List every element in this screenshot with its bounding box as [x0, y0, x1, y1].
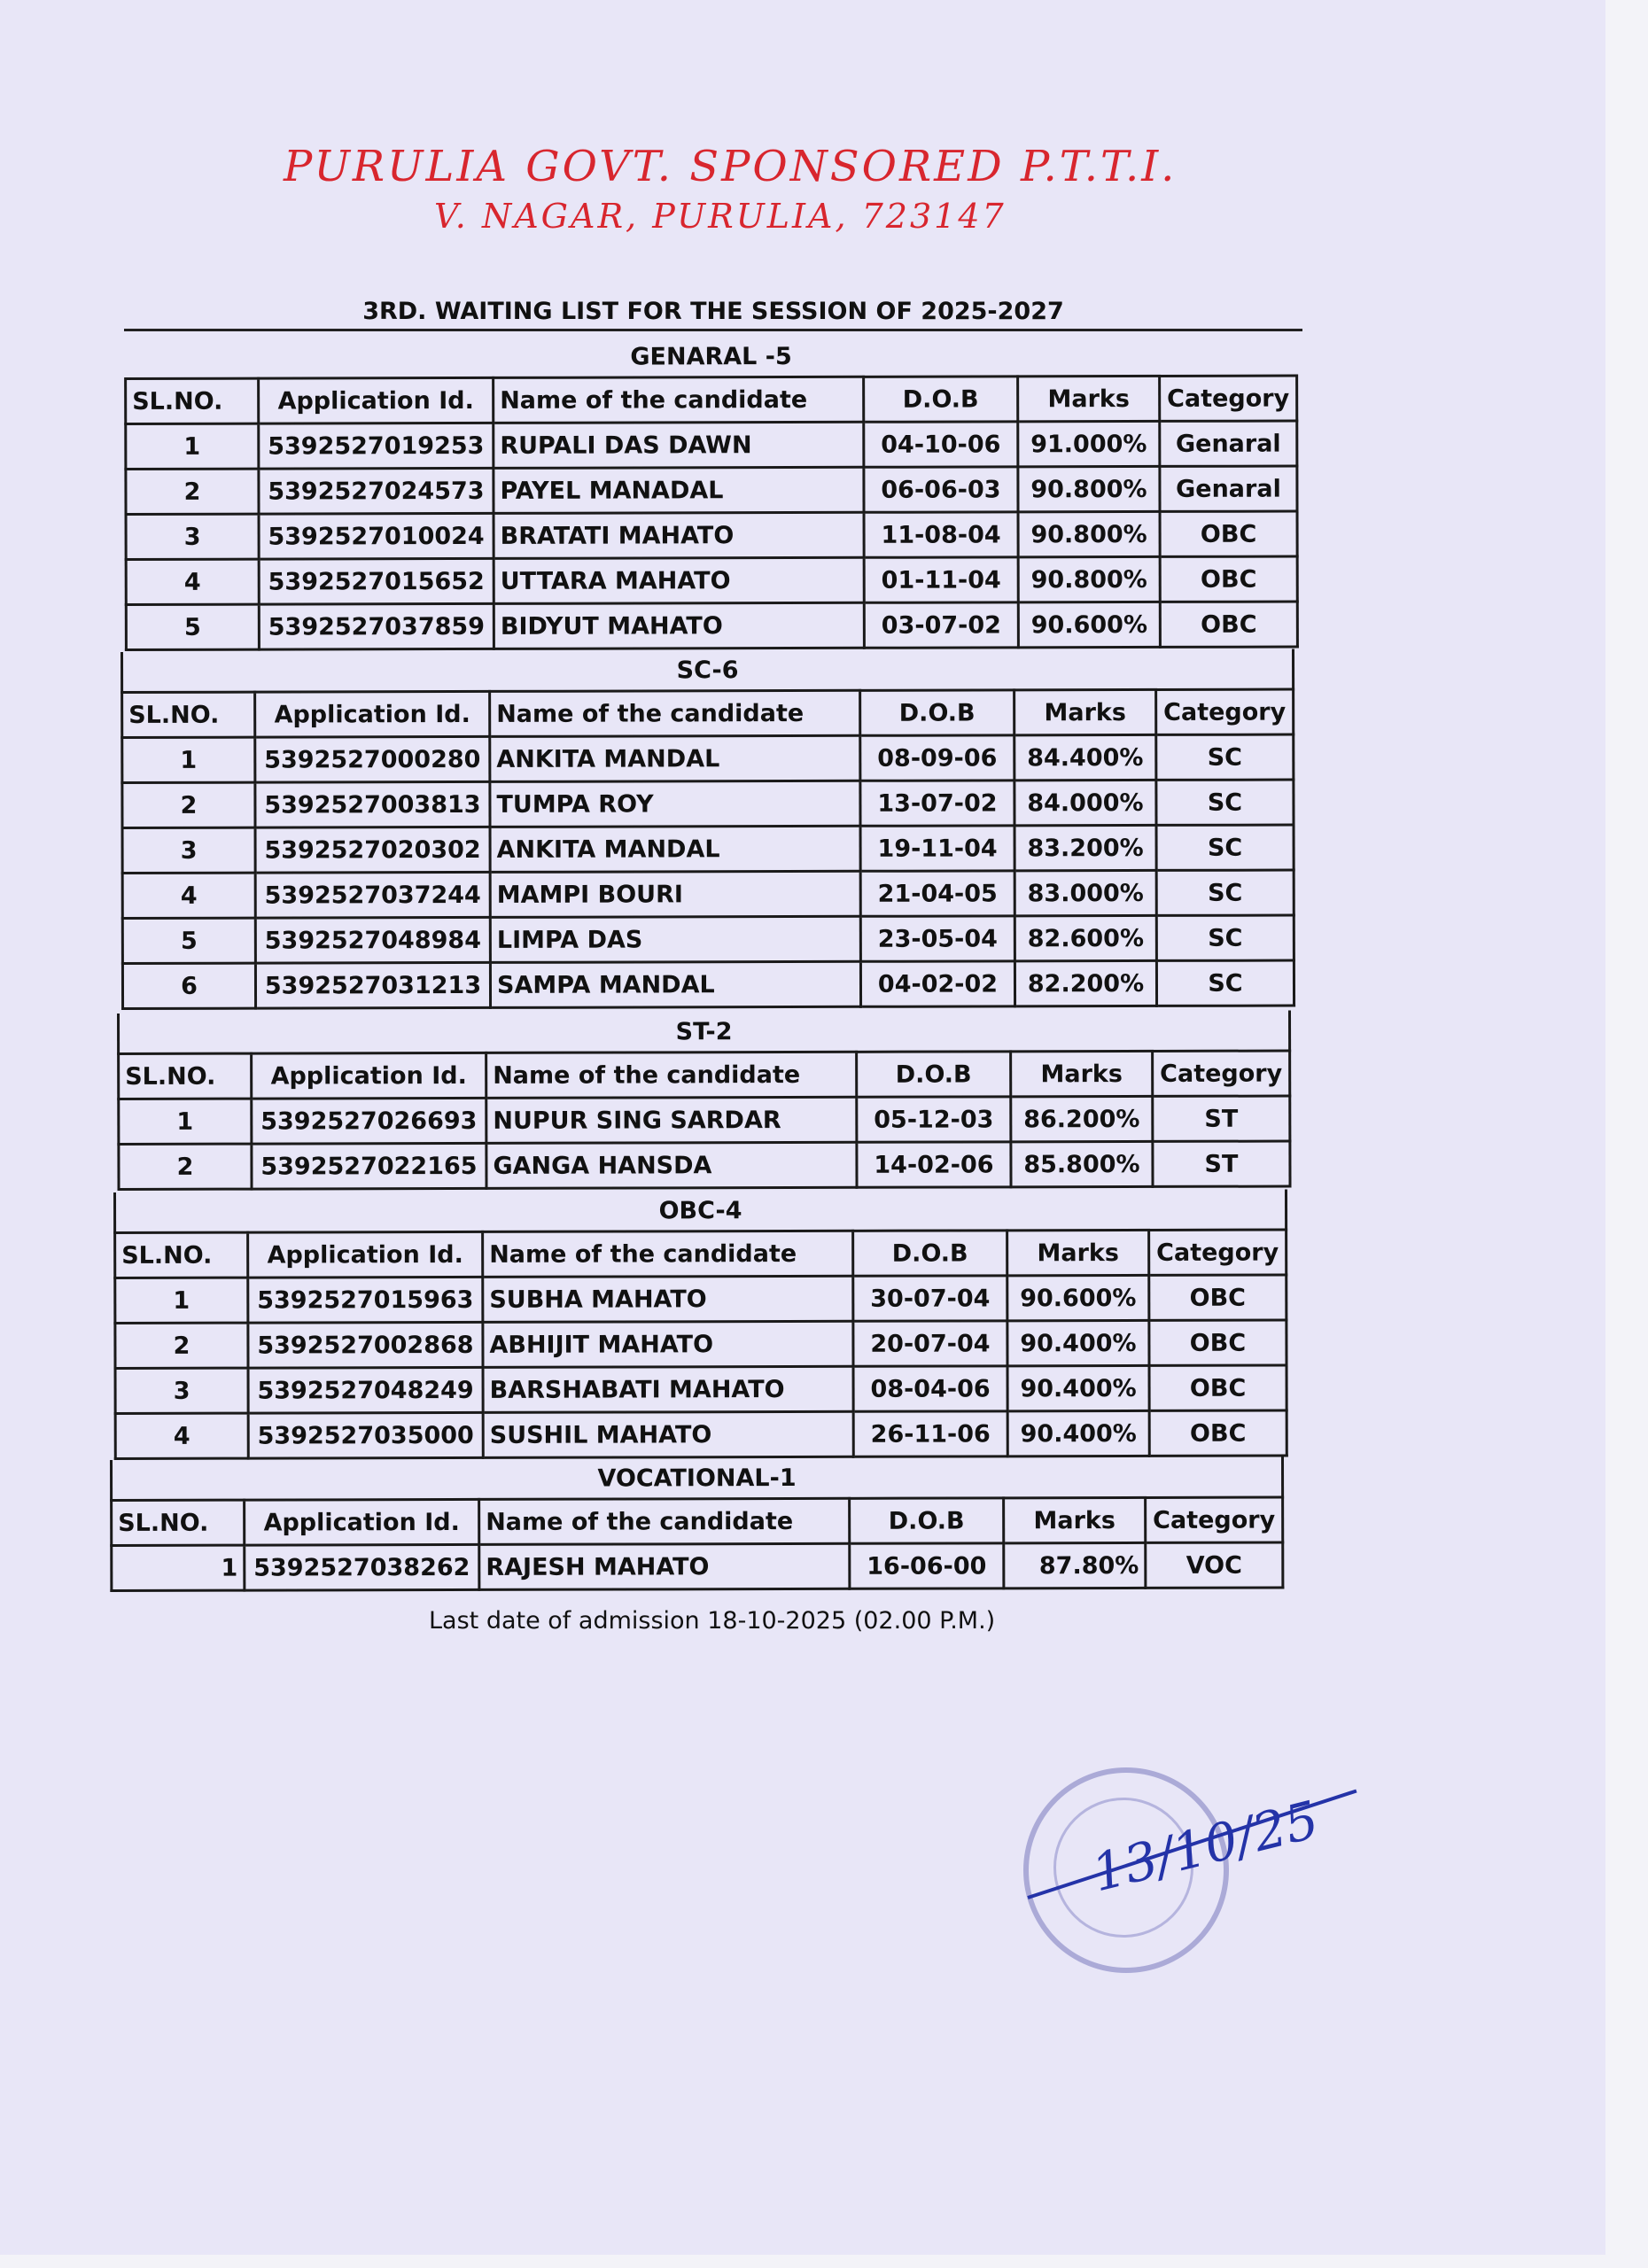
cell-sl-no: 2	[122, 782, 255, 827]
cell-application-id: 5392527015652	[259, 558, 494, 604]
cell-marks: 90.400%	[1007, 1410, 1149, 1456]
column-header-application-id: Application Id.	[245, 1499, 479, 1545]
cell-marks: 87.80%	[1004, 1542, 1146, 1588]
cell-category: OBC	[1160, 602, 1297, 647]
table-row	[122, 734, 1294, 782]
cell-marks: 90.400%	[1007, 1365, 1149, 1410]
admission-deadline-note: Last date of admission 18-10-2025 (02.00 P.M.)	[429, 1607, 996, 1635]
cell-candidate-name: BIDYUT MAHATO	[494, 602, 864, 649]
cell-sl-no: 3	[115, 1368, 248, 1413]
scan-margin	[1605, 0, 1648, 2268]
column-header-dob: D.O.B	[853, 1231, 1007, 1276]
cell-marks: 84.400%	[1014, 734, 1156, 780]
table-header-row	[126, 376, 1297, 423]
cell-category: SC	[1156, 825, 1294, 870]
column-header-marks: Marks	[1004, 1497, 1146, 1542]
cell-candidate-name: TUMPA ROY	[490, 781, 860, 827]
column-header-marks: Marks	[1011, 1051, 1153, 1096]
table-header-row	[122, 689, 1294, 737]
section-label: ST-2	[119, 1011, 1290, 1054]
cell-marks: 90.800%	[1018, 511, 1160, 556]
cell-candidate-name: BRATATI MAHATO	[494, 512, 864, 558]
scan-margin-bottom	[0, 2255, 1648, 2268]
cell-category: OBC	[1149, 1275, 1287, 1320]
cell-sl-no: 1	[119, 1099, 252, 1144]
cell-application-id: 5392527019253	[259, 423, 494, 469]
section-label: GENARAL -5	[126, 336, 1297, 379]
cell-dob: 04-10-06	[864, 422, 1018, 467]
section-label: VOCATIONAL-1	[111, 1457, 1282, 1501]
table-row	[115, 1275, 1287, 1323]
cell-candidate-name: SAMPA MANDAL	[490, 961, 860, 1007]
cell-category: ST	[1153, 1141, 1290, 1186]
cell-candidate-name: SUBHA MAHATO	[483, 1276, 853, 1322]
cell-category: ST	[1153, 1096, 1290, 1141]
cell-marks: 90.400%	[1007, 1320, 1149, 1365]
cell-application-id: 5392527015963	[248, 1277, 483, 1323]
cell-candidate-name: RAJESH MAHATO	[479, 1543, 850, 1589]
cell-application-id: 5392527002868	[248, 1322, 483, 1368]
column-header-dob: D.O.B	[860, 690, 1014, 735]
cell-sl-no: 1	[122, 737, 255, 782]
column-header-category: Category	[1153, 1051, 1290, 1096]
cell-candidate-name: ANKITA MANDAL	[490, 826, 860, 872]
table-row	[122, 915, 1294, 963]
table-row	[119, 1096, 1290, 1144]
cell-application-id: 5392527031213	[255, 962, 490, 1008]
column-header-category: Category	[1149, 1230, 1287, 1275]
cell-dob: 14-02-06	[857, 1142, 1011, 1187]
column-header-marks: Marks	[1014, 689, 1156, 734]
cell-application-id: 5392527003813	[255, 781, 490, 827]
institute-name-handwritten: PURULIA GOVT. SPONSORED P.T.T.I.	[284, 142, 1178, 191]
table-row	[126, 556, 1297, 604]
cell-application-id: 5392527026693	[252, 1098, 486, 1144]
cell-sl-no: 2	[126, 469, 259, 514]
column-header-application-id: Application Id.	[255, 691, 490, 737]
cell-sl-no: 2	[115, 1323, 248, 1368]
cell-application-id: 5392527048249	[248, 1367, 483, 1413]
cell-marks: 91.000%	[1018, 421, 1160, 466]
column-header-candidate-name: Name of the candidate	[483, 1231, 853, 1277]
cell-category: OBC	[1149, 1365, 1287, 1410]
column-header-candidate-name: Name of the candidate	[490, 690, 860, 736]
section-table-0	[124, 336, 1299, 651]
cell-marks: 86.200%	[1011, 1096, 1153, 1141]
section-table-2	[117, 1011, 1292, 1191]
cell-application-id: 5392527022165	[252, 1143, 486, 1189]
cell-application-id: 5392527020302	[255, 827, 490, 873]
column-header-application-id: Application Id.	[252, 1052, 486, 1099]
table-row	[122, 960, 1294, 1008]
column-header-dob: D.O.B	[857, 1052, 1011, 1097]
cell-marks: 83.000%	[1014, 870, 1156, 915]
column-header-sl-no: SL.NO.	[119, 1053, 252, 1099]
column-header-marks: Marks	[1007, 1230, 1149, 1275]
table-row	[126, 421, 1297, 469]
cell-sl-no: 4	[115, 1413, 248, 1458]
section-label: SC-6	[122, 649, 1294, 693]
cell-dob: 20-07-04	[853, 1321, 1007, 1366]
table-row	[112, 1542, 1283, 1590]
cell-candidate-name: SUSHIL MAHATO	[483, 1411, 853, 1457]
cell-dob: 01-11-04	[864, 557, 1018, 602]
cell-application-id: 5392527048984	[255, 917, 490, 963]
column-header-marks: Marks	[1018, 376, 1160, 421]
cell-sl-no: 5	[126, 604, 259, 649]
cell-application-id: 5392527037859	[259, 603, 494, 649]
section-table-4	[110, 1457, 1284, 1592]
table-row	[119, 1141, 1290, 1189]
cell-category: OBC	[1160, 556, 1297, 602]
section-table-3	[113, 1190, 1288, 1460]
cell-marks: 84.000%	[1014, 780, 1156, 825]
cell-sl-no: 2	[119, 1144, 252, 1189]
column-header-category: Category	[1146, 1497, 1283, 1542]
cell-marks: 82.600%	[1014, 915, 1156, 960]
cell-category: OBC	[1149, 1410, 1287, 1456]
cell-application-id: 5392527038262	[245, 1544, 479, 1590]
cell-dob: 16-06-00	[850, 1543, 1004, 1588]
table-row	[126, 511, 1297, 559]
institute-address-handwritten: V. NAGAR, PURULIA, 723147	[434, 197, 1007, 236]
cell-application-id: 5392527024573	[259, 468, 494, 514]
cell-sl-no: 3	[122, 827, 255, 873]
cell-dob: 30-07-04	[853, 1276, 1007, 1321]
table-header-row	[115, 1230, 1287, 1278]
cell-candidate-name: ANKITA MANDAL	[490, 735, 860, 781]
cell-dob: 19-11-04	[860, 826, 1014, 871]
table-row	[115, 1320, 1287, 1368]
cell-sl-no: 6	[122, 963, 255, 1008]
table-row	[126, 466, 1297, 514]
cell-application-id: 5392527000280	[255, 736, 490, 782]
cell-candidate-name: NUPUR SING SARDAR	[486, 1097, 857, 1143]
column-header-application-id: Application Id.	[259, 377, 494, 423]
cell-category: OBC	[1160, 511, 1297, 556]
column-header-sl-no: SL.NO.	[122, 692, 255, 737]
column-header-sl-no: SL.NO.	[126, 378, 259, 423]
cell-sl-no: 1	[112, 1545, 245, 1590]
table-row	[122, 870, 1294, 918]
cell-dob: 04-02-02	[860, 961, 1014, 1006]
cell-candidate-name: GANGA HANSDA	[486, 1142, 857, 1188]
cell-candidate-name: UTTARA MAHATO	[494, 557, 864, 603]
table-row	[126, 602, 1297, 649]
cell-dob: 08-09-06	[860, 735, 1014, 781]
cell-category: SC	[1156, 734, 1294, 780]
column-header-dob: D.O.B	[850, 1498, 1004, 1543]
waiting-list-title: 3RD. WAITING LIST FOR THE SESSION OF 2025-2027	[124, 298, 1302, 331]
table-row	[122, 825, 1294, 873]
cell-dob: 03-07-02	[864, 602, 1018, 648]
cell-category: OBC	[1149, 1320, 1287, 1365]
column-header-sl-no: SL.NO.	[112, 1500, 245, 1545]
cell-sl-no: 1	[126, 423, 259, 469]
cell-dob: 08-04-06	[853, 1366, 1007, 1411]
column-header-application-id: Application Id.	[248, 1231, 483, 1278]
cell-category: VOC	[1146, 1542, 1283, 1588]
cell-dob: 06-06-03	[864, 467, 1018, 512]
cell-marks: 82.200%	[1014, 960, 1156, 1006]
cell-category: SC	[1156, 870, 1294, 915]
signature-date: 13/10/25	[1085, 1789, 1325, 1904]
cell-marks: 90.800%	[1018, 466, 1160, 511]
section-label: OBC-4	[115, 1190, 1287, 1233]
cell-category: Genaral	[1160, 421, 1297, 466]
cell-category: SC	[1156, 915, 1294, 960]
column-header-category: Category	[1156, 689, 1294, 734]
cell-marks: 90.600%	[1018, 602, 1160, 647]
cell-marks: 90.800%	[1018, 556, 1160, 602]
cell-candidate-name: BARSHABATI MAHATO	[483, 1366, 853, 1412]
cell-dob: 13-07-02	[860, 781, 1014, 826]
table-row	[122, 780, 1294, 827]
cell-sl-no: 5	[122, 918, 255, 963]
cell-dob: 21-04-05	[860, 871, 1014, 916]
cell-marks: 83.200%	[1014, 825, 1156, 870]
cell-application-id: 5392527010024	[259, 513, 494, 559]
column-header-candidate-name: Name of the candidate	[479, 1498, 850, 1544]
cell-category: SC	[1156, 780, 1294, 825]
section-table-1	[120, 649, 1295, 1010]
cell-marks: 90.600%	[1007, 1275, 1149, 1320]
table-header-row	[112, 1497, 1283, 1545]
cell-dob: 26-11-06	[853, 1411, 1007, 1456]
table-row	[115, 1410, 1287, 1458]
cell-sl-no: 3	[126, 514, 259, 559]
cell-application-id: 5392527035000	[248, 1412, 483, 1458]
cell-candidate-name: PAYEL MANADAL	[494, 467, 864, 513]
cell-dob: 11-08-04	[864, 512, 1018, 557]
cell-category: Genaral	[1160, 466, 1297, 511]
cell-dob: 23-05-04	[860, 916, 1014, 961]
column-header-category: Category	[1160, 376, 1297, 421]
column-header-dob: D.O.B	[864, 377, 1018, 422]
cell-dob: 05-12-03	[857, 1097, 1011, 1142]
cell-sl-no: 1	[115, 1278, 248, 1323]
cell-candidate-name: RUPALI DAS DAWN	[494, 422, 864, 468]
cell-category: SC	[1156, 960, 1294, 1006]
column-header-sl-no: SL.NO.	[115, 1232, 248, 1278]
table-header-row	[119, 1051, 1290, 1099]
cell-application-id: 5392527037244	[255, 872, 490, 918]
cell-candidate-name: LIMPA DAS	[490, 916, 860, 962]
cell-candidate-name: MAMPI BOURI	[490, 871, 860, 917]
cell-candidate-name: ABHIJIT MAHATO	[483, 1321, 853, 1367]
cell-sl-no: 4	[122, 873, 255, 918]
cell-marks: 85.800%	[1011, 1141, 1153, 1186]
cell-sl-no: 4	[126, 559, 259, 604]
column-header-candidate-name: Name of the candidate	[494, 377, 864, 423]
table-row	[115, 1365, 1287, 1413]
column-header-candidate-name: Name of the candidate	[486, 1052, 857, 1098]
